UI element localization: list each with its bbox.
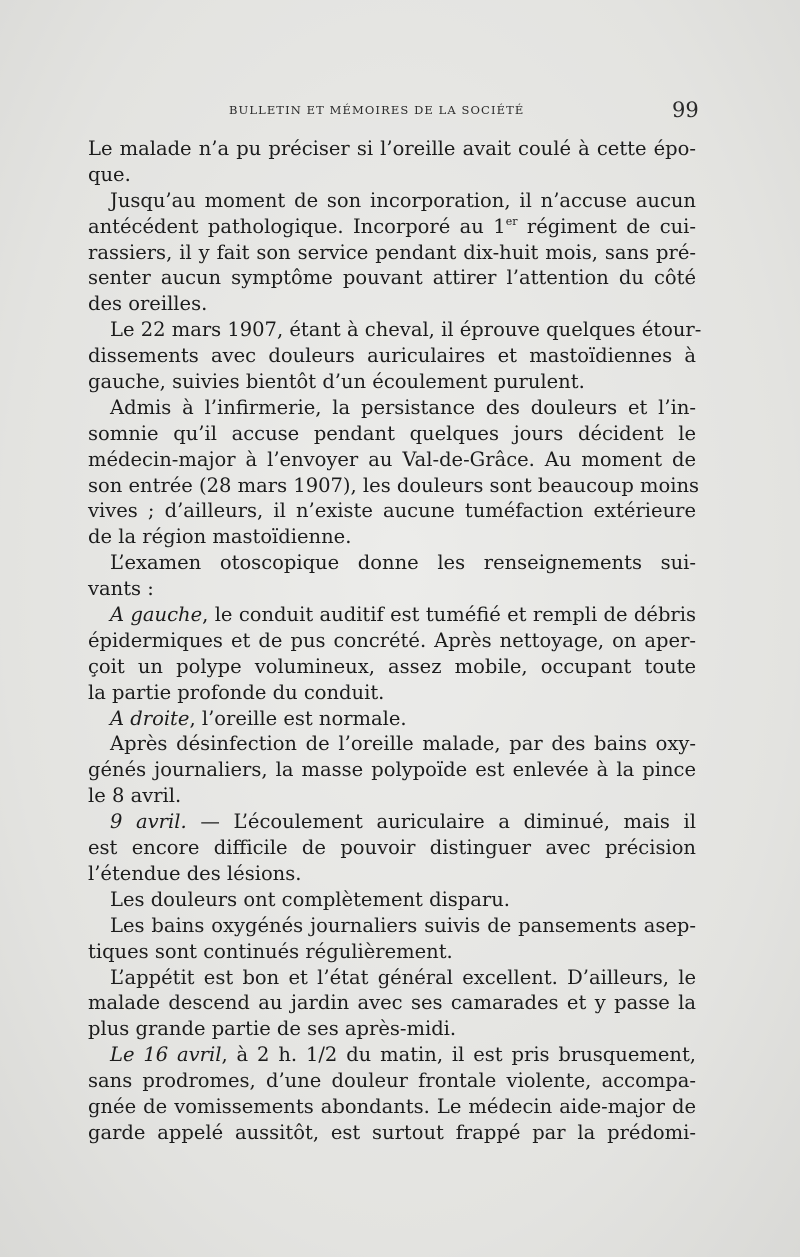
text-line: le 8 avril. bbox=[88, 784, 182, 808]
text-line bbox=[88, 214, 696, 240]
text-line: rassiers, il y fait son service pendant dix-huit mois, sans pré- bbox=[88, 240, 696, 264]
text-line: génés journaliers, la masse polypoïde est enlevée à la pince bbox=[88, 758, 696, 782]
text-line: Admis à l’infirmerie, la persistance des douleurs et l’in- bbox=[110, 395, 696, 419]
text-line: Après désinfection de l’oreille malade, par des bains oxy- bbox=[110, 732, 696, 756]
text-fragment: — L’écoulement auriculaire a diminué, mais il bbox=[186, 810, 696, 834]
text-line: plus grande partie de ses après-midi. bbox=[88, 1017, 457, 1041]
text-line: épidermiques et de pus concrété. Après nettoyage, on aper- bbox=[88, 628, 696, 652]
running-head: BULLETIN ET MÉMOIRES DE LA SOCIÉTÉ bbox=[229, 103, 525, 117]
text-line: L’examen otoscopique donne les renseignements sui- bbox=[110, 551, 696, 575]
text-line: gauche, suivies bientôt d’un écoulement purulent. bbox=[88, 370, 585, 394]
text-line: Les douleurs ont complètement disparu. bbox=[110, 887, 510, 911]
ordinal-superscript: er bbox=[505, 214, 518, 228]
text-fragment-italic: A gauche bbox=[110, 603, 203, 627]
page-number: 99 bbox=[672, 98, 699, 122]
text-fragment-italic: Le 16 avril bbox=[110, 1043, 222, 1067]
text-line bbox=[88, 706, 696, 732]
text-line: Le 22 mars 1907, étant à cheval, il éprouve quelques étour- bbox=[110, 318, 702, 342]
text-line bbox=[88, 1042, 696, 1068]
text-line: son entrée (28 mars 1907), les douleurs sont beaucoup moins bbox=[88, 473, 700, 497]
text-line: est encore difficile de pouvoir distinguer avec précision bbox=[88, 836, 696, 860]
text-line: sans prodromes, d’une douleur frontale violente, accompa- bbox=[88, 1069, 696, 1093]
text-fragment: , à 2 h. 1/2 du matin, il est pris brusquement, bbox=[221, 1043, 697, 1067]
text-line: dissements avec douleurs auriculaires et mastoïdiennes à bbox=[88, 344, 696, 368]
text-line: çoit un polype volumineux, assez mobile, occupant toute bbox=[88, 654, 696, 678]
text-line bbox=[88, 809, 696, 835]
text-line: de la région mastoïdienne. bbox=[88, 525, 352, 549]
text-line: que. bbox=[88, 162, 131, 186]
text-line: des oreilles. bbox=[88, 292, 208, 316]
text-line: vants : bbox=[88, 577, 154, 601]
text-line: médecin-major à l’envoyer au Val-de-Grâce. Au moment de bbox=[88, 447, 696, 471]
text-fragment-italic: A droite bbox=[110, 706, 190, 730]
text-line: malade descend au jardin avec ses camarades et y passe la bbox=[88, 991, 696, 1015]
text-line: gnée de vomissements abondants. Le médecin aide-major de bbox=[88, 1094, 696, 1118]
text-line: L’appétit est bon et l’état général excellent. D’ailleurs, le bbox=[110, 965, 696, 989]
text-line: tiques sont continués régulièrement. bbox=[88, 939, 453, 963]
text-fragment: , l’oreille est normale. bbox=[189, 706, 407, 730]
text-fragment: régiment de cui- bbox=[517, 214, 697, 238]
text-fragment: antécédent pathologique. Incorporé au 1 bbox=[88, 214, 506, 238]
text-line: vives ; d’ailleurs, il n’existe aucune tuméfaction extérieure bbox=[88, 499, 696, 523]
text-line: l’étendue des lésions. bbox=[88, 861, 302, 885]
body-text bbox=[88, 136, 702, 1146]
text-line: Jusqu’au moment de son incorporation, il n’accuse aucun bbox=[110, 188, 696, 212]
text-line: la partie profonde du conduit. bbox=[88, 680, 385, 704]
text-fragment: , le conduit auditif est tuméfié et rempli de débris bbox=[202, 603, 696, 627]
text-line: Le malade n’a pu préciser si l’oreille avait coulé à cette épo- bbox=[88, 137, 696, 160]
text-fragment-italic: 9 avril. bbox=[110, 810, 187, 834]
text-line: Les bains oxygénés journaliers suivis de pansements asep- bbox=[110, 913, 696, 937]
text-line: garde appelé aussitôt, est surtout frappé par la prédomi- bbox=[88, 1120, 696, 1144]
text-line bbox=[88, 602, 696, 628]
text-line: senter aucun symptôme pouvant attirer l’attention du côté bbox=[88, 266, 696, 290]
text-line: somnie qu’il accuse pendant quelques jours décident le bbox=[88, 421, 696, 445]
